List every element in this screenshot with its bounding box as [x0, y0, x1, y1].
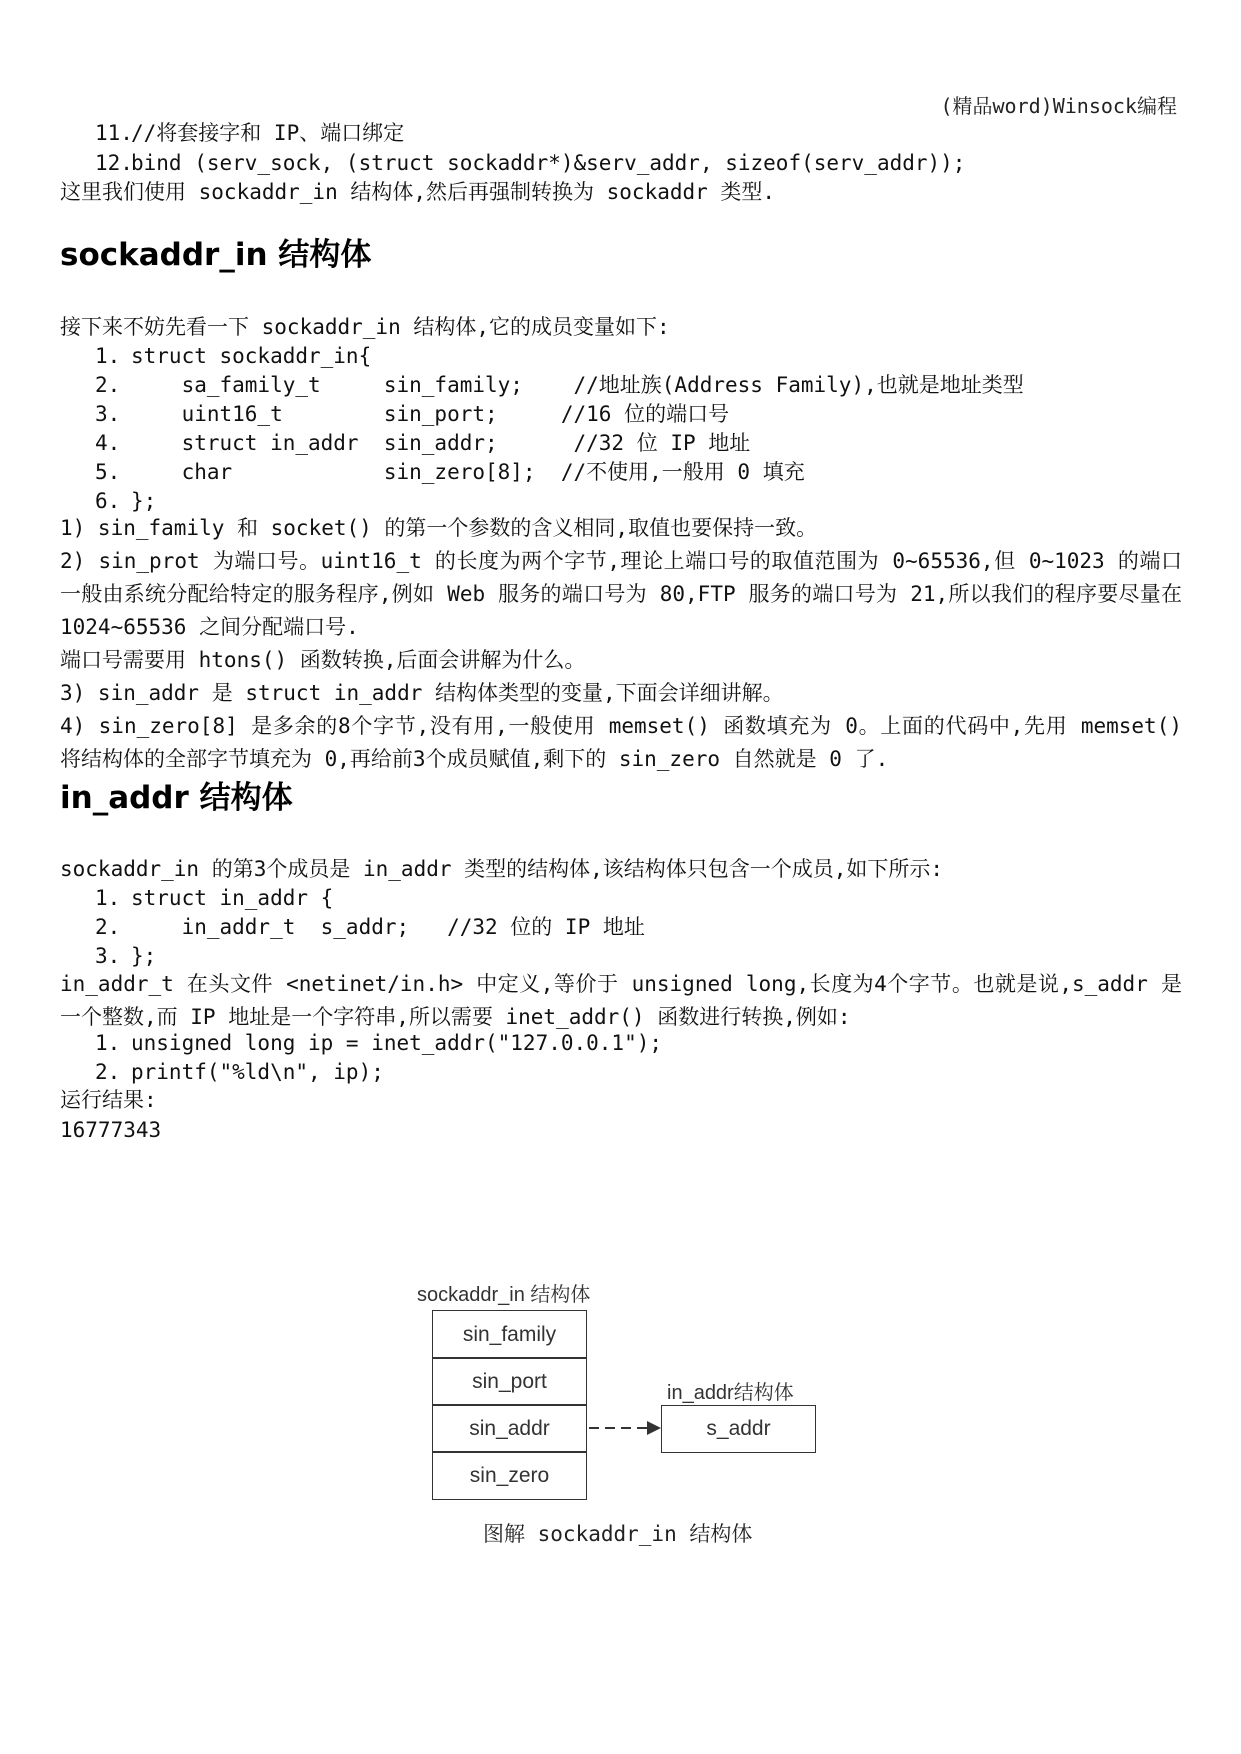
code-text: struct sockaddr_in{	[131, 344, 372, 368]
line-number: 12.	[95, 151, 133, 175]
intro-text: 这里我们使用 sockaddr_in 结构体,然后再强制转换为 sockaddr 类型.	[60, 180, 776, 204]
code-line	[95, 1058, 384, 1086]
code-line	[95, 884, 333, 912]
code-text: unsigned long ip = inet_addr("127.0.0.1");	[131, 1031, 663, 1055]
arrow-icon	[587, 1418, 665, 1438]
code-text: char sin_zero[8]; //不使用,一般用 0 填充	[131, 460, 805, 484]
section-heading-sockaddr-in: sockaddr_in 结构体	[60, 237, 372, 273]
code-text: uint16_t sin_port; //16 位的端口号	[131, 402, 730, 426]
in-addr-paragraph	[60, 968, 1182, 1034]
code-text: };	[131, 489, 157, 513]
line-number: 11.	[95, 121, 133, 145]
section-notes	[60, 512, 1182, 776]
line-number: 6.	[95, 489, 121, 513]
line-number: 3.	[95, 402, 121, 426]
paragraph-text: in_addr_t 在头文件 <netinet/in.h> 中定义,等价于 unsigned long,长度为4个字节。也就是说,s_addr 是一个整数,而 IP 地址是一个字符串,所以需要 inet_addr() 函数进行转换,例如:	[60, 972, 1182, 1029]
line-number: 2.	[95, 1060, 121, 1084]
note-paragraph: 端口号需要用 htons() 函数转换,后面会讲解为什么。	[60, 648, 586, 672]
note-paragraph: 2) sin_prot 为端口号。uint16_t 的长度为两个字节,理论上端口号的取值范围为 0~65536,但 0~1023 的端口一般由系统分配给特定的服务程序,例如 Web 服务的端口号为 80,FTP 服务的端口号为 21,所以我们的程序要尽量在 1024~65536 之间分配端口号.	[60, 549, 1182, 639]
note-paragraph: 1) sin_family 和 socket() 的第一个参数的含义相同,取值也要保持一致。	[60, 516, 818, 540]
code-text: struct in_addr {	[131, 886, 334, 910]
section-lead: 接下来不妨先看一下 sockaddr_in 结构体,它的成员变量如下:	[60, 315, 670, 339]
result-label: 运行结果:	[60, 1088, 157, 1112]
diagram-field-box: sin_addr	[432, 1404, 587, 1453]
code-line	[95, 119, 404, 147]
code-text: bind (serv_sock, (struct sockaddr*)&serv_addr, sizeof(serv_addr));	[131, 151, 966, 175]
note-paragraph: 4) sin_zero[8] 是多余的8个字节,没有用,一般使用 memset() 函数填充为 0。上面的代码中,先用 memset() 将结构体的全部字节填充为 0,再给前3个成员赋值,剩下的 sin_zero 自然就是 0 了.	[60, 714, 1182, 771]
code-text: in_addr_t s_addr; //32 位的 IP 地址	[131, 915, 645, 939]
diagram-s-addr-box: s_addr	[661, 1405, 816, 1453]
result-value: 16777343	[60, 1118, 162, 1142]
note-paragraph: 3) sin_addr 是 struct in_addr 结构体类型的变量,下面会详细讲解。	[60, 681, 784, 705]
code-text: struct in_addr sin_addr; //32 位 IP 地址	[131, 431, 751, 455]
diagram-left-title: sockaddr_in 结构体	[417, 1284, 591, 1306]
diagram-right-title: in_addr结构体	[667, 1382, 794, 1404]
diagram-field-box: sin_family	[432, 1310, 587, 1359]
page-header: (精品word)Winsock编程	[940, 94, 1177, 118]
section-heading-in-addr: in_addr 结构体	[60, 780, 293, 816]
code-line	[95, 487, 156, 515]
line-number: 1.	[95, 1031, 121, 1055]
line-number: 2.	[95, 373, 121, 397]
line-number: 3.	[95, 944, 121, 968]
code-line	[95, 458, 805, 486]
code-line	[95, 342, 371, 370]
section-lead: sockaddr_in 的第3个成员是 in_addr 类型的结构体,该结构体只包含一个成员,如下所示:	[60, 857, 944, 881]
code-line	[95, 1029, 662, 1057]
code-text: sa_family_t sin_family; //地址族(Address Family),也就是地址类型	[131, 373, 1024, 397]
code-line	[95, 913, 645, 941]
code-text: //将套接字和 IP、端口绑定	[131, 121, 405, 145]
code-line	[95, 429, 750, 457]
code-line	[95, 371, 1024, 399]
diagram-field-box: sin_port	[432, 1357, 587, 1406]
line-number: 2.	[95, 915, 121, 939]
line-number: 1.	[95, 886, 121, 910]
code-line	[95, 400, 729, 428]
code-text: printf("%ld\n", ip);	[131, 1060, 384, 1084]
line-number: 5.	[95, 460, 121, 484]
code-line	[95, 942, 156, 970]
code-line	[95, 149, 965, 177]
line-number: 1.	[95, 344, 121, 368]
diagram-field-box: sin_zero	[432, 1451, 587, 1500]
diagram-caption: 图解 sockaddr_in 结构体	[483, 1522, 753, 1546]
line-number: 4.	[95, 431, 121, 455]
code-text: };	[131, 944, 157, 968]
